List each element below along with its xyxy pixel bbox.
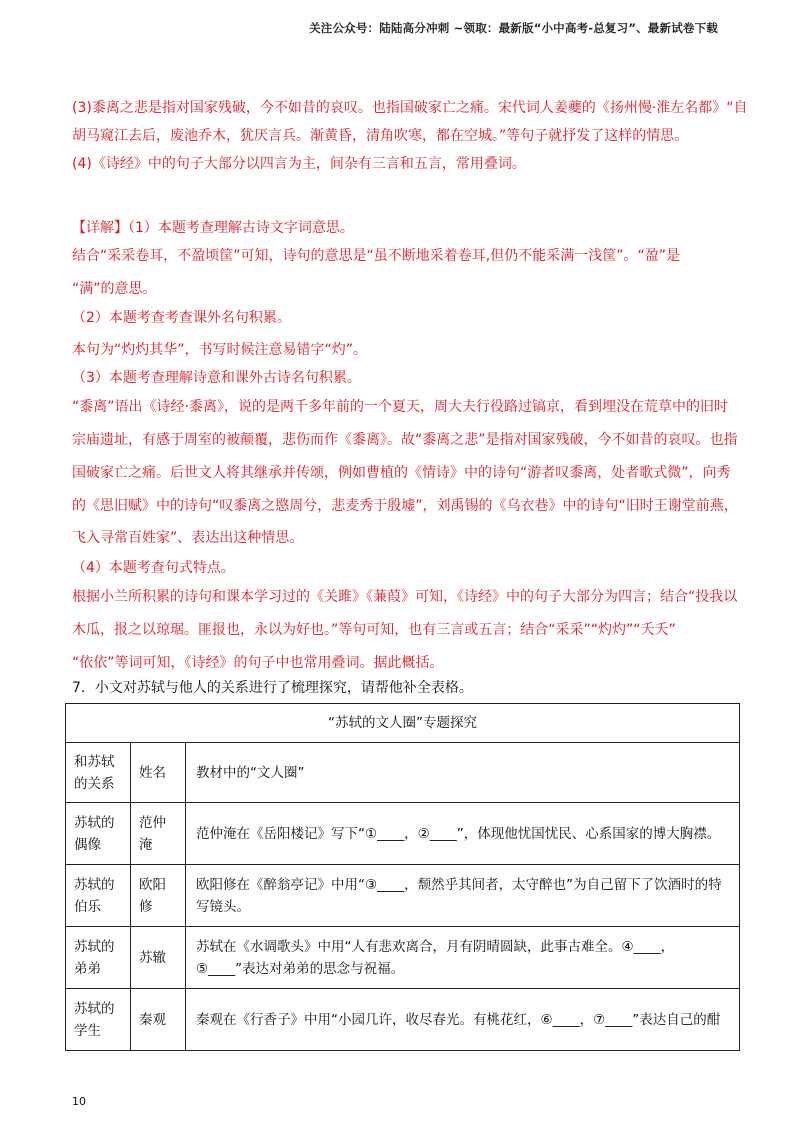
content-cell: 秦观在《行香子》中用“小园几许，收尽春光。有桃花红，⑥____，⑦____”表达自己的酣 bbox=[186, 989, 740, 1051]
text-line: “黍离”语出《诗经·黍离》，说的是两千多年前的一个夏天，周大夫行役路过镐京，看到埋没在荒草中的旧时 bbox=[72, 399, 728, 415]
text-line: (3)黍离之悲是指对国家残破，今不如昔的哀叹。也指国破家亡之痛。宋代词人姜夔的《扬州慢·淮左名都》“自 bbox=[72, 100, 748, 116]
text-line: 的《思旧赋》中的诗句“叹黍离之愍周兮，悲麦秀于殷墟”，刘禹锡的《乌衣巷》中的诗句“旧时王谢堂前燕， bbox=[72, 498, 738, 514]
detail-heading: 【详解】（1）本题考查理解古诗文字词意思。 bbox=[72, 220, 354, 236]
content-cell: 欧阳修在《醉翁亭记》中用“③____，颓然乎其间者，太守醉也”为自己留下了饮酒时的特写镜头。 bbox=[186, 865, 740, 927]
page-number: 10 bbox=[72, 1095, 86, 1108]
text-line: （3）本题考查理解诗意和课外古诗名句积累。 bbox=[72, 370, 361, 386]
text-line: 结合“采采卷耳，不盈顷筐”可知，诗句的意思是“虽不断地采着卷耳,但仍不能采满一浅筐”。“盈”是 bbox=[72, 248, 680, 264]
text-line: 本句为“灼灼其华”，书写时候注意易错字“灼”。 bbox=[72, 342, 368, 358]
header-name: 姓名 bbox=[131, 743, 186, 803]
header-content: 教材中的“文人圈” bbox=[186, 743, 740, 803]
table-row bbox=[66, 865, 740, 927]
relation-cell: 苏轼的弟弟 bbox=[66, 927, 131, 989]
table-row bbox=[66, 989, 740, 1051]
relation-cell: 苏轼的学生 bbox=[66, 989, 131, 1051]
table-title-row bbox=[66, 704, 740, 743]
text-line: （2）本题考查考查课外名句积累。 bbox=[72, 310, 291, 326]
text-line: 木瓜，报之以琼琚。匪报也，永以为好也。”等句可知，也有三言或五言；结合“采采”“灼灼”“夭夭” bbox=[72, 622, 676, 638]
name-cell: 欧阳修 bbox=[131, 865, 186, 927]
text-line: 国破家亡之痛。后世文人将其继承并传颂，例如曹植的《情诗》中的诗句“游者叹黍离，处者歌式微”，向秀 bbox=[72, 465, 731, 481]
relation-cell: 苏轼的偶像 bbox=[66, 803, 131, 865]
page-header: 关注公众号：陆陆高分冲刺 ~领取：最新版“小中高考-总复习”、最新试卷下载 bbox=[309, 21, 718, 35]
text-line: “满”的意思。 bbox=[72, 281, 157, 297]
name-cell: 范仲淹 bbox=[131, 803, 186, 865]
content-cell: 苏轼在《水调歌头》中用“人有悲欢离合，月有阴晴圆缺，此事古难全。④____，⑤____”表达对弟弟的思念与祝福。 bbox=[186, 927, 740, 989]
name-cell: 秦观 bbox=[131, 989, 186, 1051]
text-line: （4）本题考查句式特点。 bbox=[72, 560, 235, 576]
text-line: 胡马窥江去后，废池乔木，犹厌言兵。渐黄昏，清角吹寒，都在空城。”等句子就抒发了这样的情思。 bbox=[72, 128, 689, 144]
text-line: (4)《诗经》中的句子大部分以四言为主，间杂有三言和五言，常用叠词。 bbox=[72, 156, 526, 172]
su-shi-circle-table bbox=[65, 703, 740, 1051]
table-title: “苏轼的文人圈”专题探究 bbox=[66, 704, 740, 743]
table-row bbox=[66, 803, 740, 865]
header-relation: 和苏轼的关系 bbox=[66, 743, 131, 803]
question-7: 7．小文对苏轼与他人的关系进行了梳理探究，请帮他补全表格。 bbox=[72, 680, 473, 696]
relation-cell: 苏轼的伯乐 bbox=[66, 865, 131, 927]
text-line: 飞入寻常百姓家”、表达出这种情思。 bbox=[72, 530, 304, 546]
text-line: 宗庙遗址，有感于周室的被颠覆，悲伤而作《黍离》。故“黍离之悲”是指对国家残破，今不如昔的哀叹。也指 bbox=[72, 432, 738, 448]
content-cell: 范仲淹在《岳阳楼记》写下“①____，②____”，体现他忧国忧民、心系国家的博大胸襟。 bbox=[186, 803, 740, 865]
text-line: “依依”等词可知，《诗经》的句子中也常用叠词。据此概括。 bbox=[72, 655, 444, 671]
table-header-row bbox=[66, 743, 740, 803]
text-line: 根据小兰所积累的诗句和课本学习过的《关雎》《蒹葭》可知，《诗经》中的句子大部分为四言；结合“投我以 bbox=[72, 589, 738, 605]
table-row bbox=[66, 927, 740, 989]
name-cell: 苏辙 bbox=[131, 927, 186, 989]
